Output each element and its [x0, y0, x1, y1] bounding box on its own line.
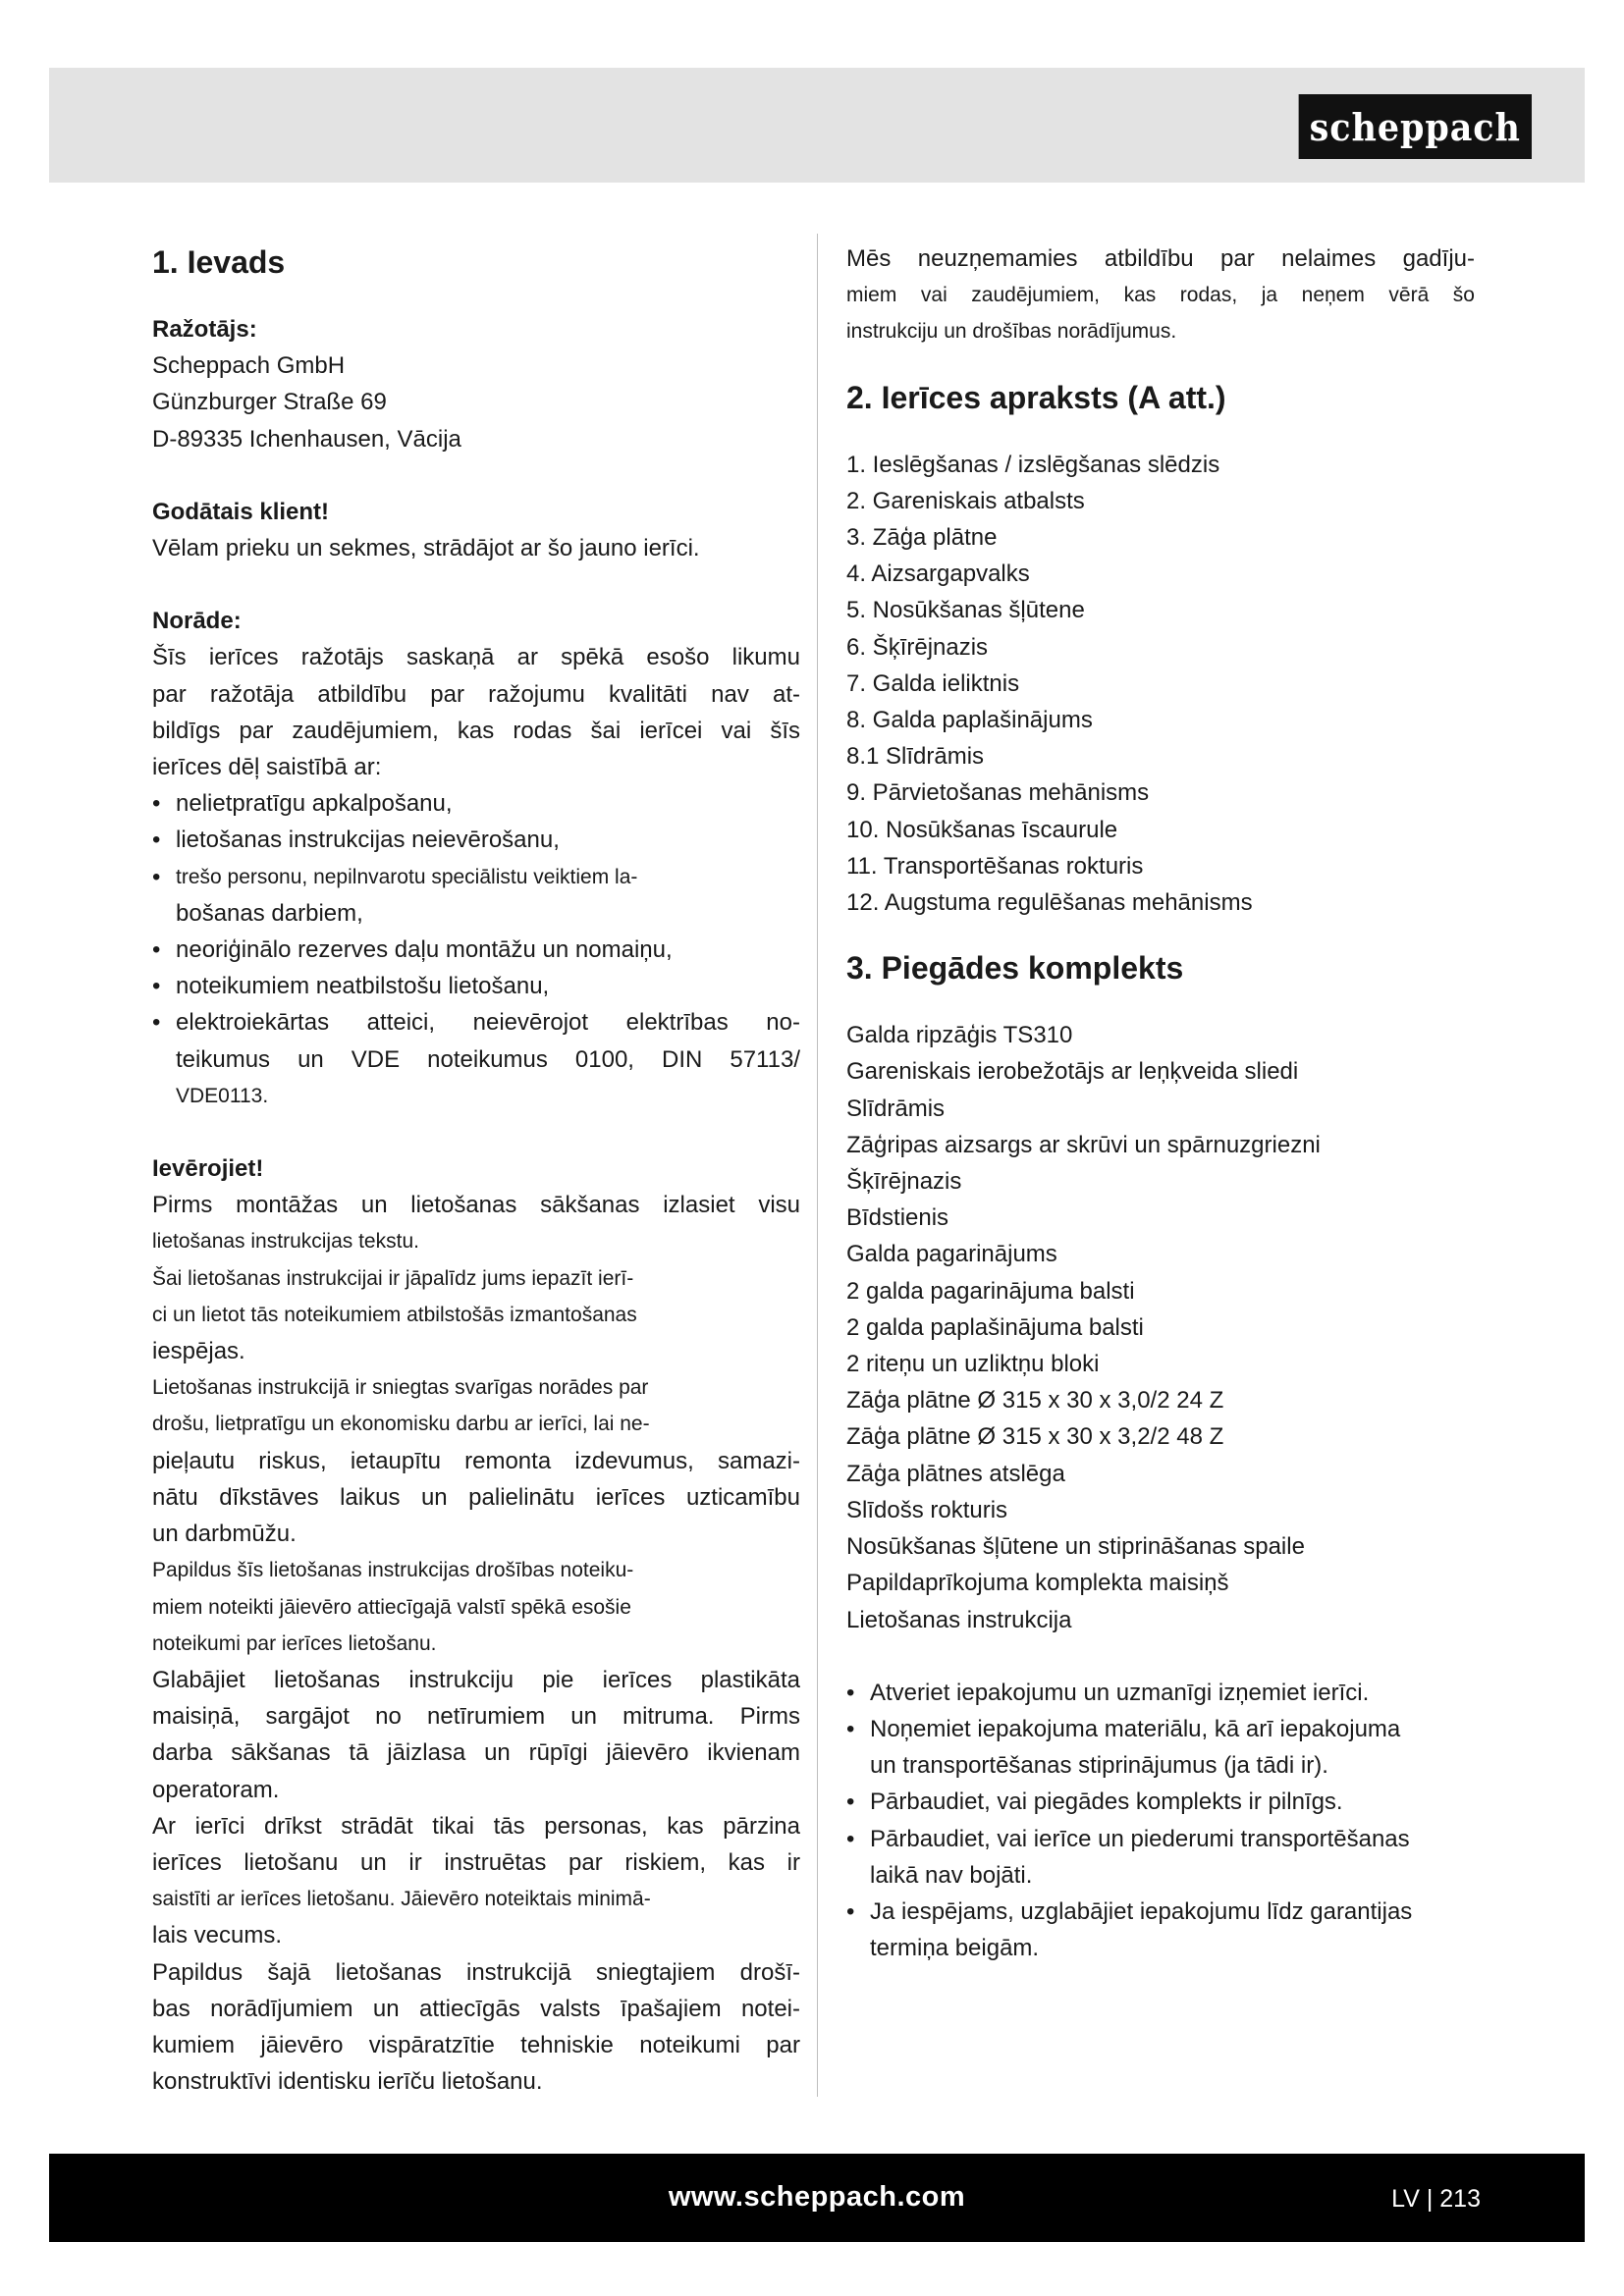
left-column	[152, 240, 800, 2100]
list-item	[152, 822, 800, 858]
observe-line: maisiņā, sargājot no netīrumiem un mitruma. Pirms	[152, 1703, 800, 1731]
list-item: Nosūkšanas šļūtene un stiprināšanas spaile	[846, 1533, 1305, 1561]
note-label: Norāde:	[152, 608, 242, 635]
bullet-icon: •	[152, 827, 161, 854]
list-item	[846, 1675, 1475, 1711]
list-item	[152, 859, 800, 932]
list-item-text: Pārbaudiet, vai piegādes komplekts ir pilnīgs.	[870, 1789, 1343, 1816]
list-item: Slīdrāmis	[846, 1095, 946, 1122]
observe-line: nātu dīkstāves laikus un palielinātu ierīces uzticamību	[152, 1483, 800, 1511]
list-item-text: teikumus un VDE noteikumus 0100, DIN 57113/	[176, 1045, 800, 1073]
list-item: 8.1 Slīdrāmis	[846, 743, 985, 771]
page-footer	[49, 2154, 1585, 2242]
list-item: 12. Augstuma regulēšanas mehānisms	[846, 889, 1253, 917]
list-item-text: elektroiekārtas atteici, neievērojot elektrības no-	[176, 1009, 800, 1037]
list-item: Gareniskais ierobežotājs ar leņķveida sliedi	[846, 1058, 1299, 1086]
list-item: Šķīrējnazis	[846, 1168, 962, 1196]
list-item: 4. Aizsargapvalks	[846, 561, 1030, 588]
list-item-text: Atveriet iepakojumu un uzmanīgi izņemiet ierīci.	[870, 1679, 1370, 1706]
list-item: Zāģripas aizsargs ar skrūvi un spārnuzgriezni	[846, 1131, 1321, 1158]
note-line: ierīces dēļ saistībā ar:	[152, 754, 382, 781]
bullet-icon: •	[846, 1825, 855, 1852]
observe-line: drošu, lietpratīgu un ekonomisku darbu ar ierīci, lai ne-	[152, 1413, 650, 1436]
list-item: Bīdstienis	[846, 1204, 949, 1232]
observe-label: Ievērojiet!	[152, 1155, 264, 1183]
list-item: 2. Gareniskais atbalsts	[846, 487, 1085, 514]
list-item: Slīdošs rokturis	[846, 1496, 1008, 1523]
list-item-text: lietošanas instrukcijas neievērošanu,	[176, 827, 560, 854]
bullet-icon: •	[152, 936, 161, 964]
list-item: Zāģa plātne Ø 315 x 30 x 3,0/2 24 Z	[846, 1387, 1224, 1415]
observe-line: lietošanas instrukcijas tekstu.	[152, 1230, 419, 1254]
manufacturer-line: D-89335 Ichenhausen, Vācija	[152, 425, 461, 453]
observe-line: Ar ierīci drīkst strādāt tikai tās personas, kas pārzina	[152, 1812, 800, 1840]
observe-line: iespējas.	[152, 1338, 245, 1365]
greeting-label: Godātais klient!	[152, 498, 330, 525]
observe-line: Papildus šīs lietošanas instrukcijas drošības noteiku-	[152, 1559, 634, 1582]
column-divider	[817, 234, 818, 2097]
website-link[interactable]: www.scheppach.com	[668, 2181, 966, 2213]
list-item-text: bošanas darbiem,	[176, 899, 363, 927]
list-item	[152, 968, 800, 1004]
list-item	[846, 1711, 1475, 1784]
list-item: Lietošanas instrukcija	[846, 1606, 1072, 1633]
bullet-icon: •	[846, 1679, 855, 1706]
list-item	[152, 785, 800, 822]
section-heading-description: 2. Ierīces apraksts (A att.)	[846, 379, 1226, 415]
manufacturer-label: Ražotājs:	[152, 316, 257, 343]
section-heading-delivery: 3. Piegādes komplekts	[846, 950, 1184, 987]
intro-line: Mēs neuzņemamies atbildību par nelaimes gadīju-	[846, 245, 1475, 272]
list-item-text: neoriģinālo rezerves daļu montāžu un nomaiņu,	[176, 936, 673, 964]
brand-logo: scheppach	[1299, 94, 1532, 159]
list-item-text: noteikumiem neatbilstošu lietošanu,	[176, 973, 550, 1000]
page-number: LV | 213	[1391, 2185, 1481, 2213]
list-item: 5. Nosūkšanas šļūtene	[846, 597, 1085, 624]
list-item-text: VDE0113.	[176, 1084, 269, 1107]
observe-line: saistīti ar ierīces lietošanu. Jāievēro noteiktais minimā-	[152, 1888, 651, 1911]
list-item	[846, 1784, 1475, 1820]
bullet-icon: •	[152, 863, 161, 890]
bullet-icon: •	[846, 1897, 855, 1925]
list-item	[152, 932, 800, 968]
list-item: 9. Pārvietošanas mehānisms	[846, 779, 1150, 807]
bullet-icon: •	[152, 973, 161, 1000]
list-item-text: laikā nav bojāti.	[870, 1861, 1033, 1889]
list-item: Zāģa plātne Ø 315 x 30 x 3,2/2 48 Z	[846, 1423, 1224, 1451]
delivery-list	[846, 1017, 1475, 1637]
list-item	[152, 1004, 800, 1114]
section-heading-introduction: 1. Ievads	[152, 244, 286, 280]
list-item-text: trešo personu, nepilnvarotu speciālistu veiktiem la-	[176, 865, 638, 888]
liability-list	[152, 785, 800, 1114]
observe-line: Lietošanas instrukcijā ir sniegtas svarīgas norādes par	[152, 1376, 649, 1400]
note-line: Šīs ierīces ražotājs saskaņā ar spēkā esošo likumu	[152, 644, 800, 671]
page-header	[49, 68, 1585, 183]
bullet-icon: •	[152, 790, 161, 818]
note-line: par ražotāja atbildību par ražojumu kvalitāti nav at-	[152, 680, 800, 708]
list-item: 6. Šķīrējnazis	[846, 633, 989, 661]
right-column	[846, 240, 1475, 1966]
list-item: Papildaprīkojuma komplekta maisiņš	[846, 1570, 1229, 1597]
manufacturer-line: Günzburger Straße 69	[152, 389, 387, 416]
observe-line: un darbmūžu.	[152, 1521, 297, 1548]
observe-line: lais vecums.	[152, 1922, 283, 1949]
observe-line: pieļautu riskus, ietaupītu remonta izdevumus, samazi-	[152, 1447, 800, 1474]
manufacturer-line: Scheppach GmbH	[152, 352, 346, 380]
intro-line: instrukciju un drošības norādījumus.	[846, 320, 1177, 344]
list-item: Zāģa plātnes atslēga	[846, 1460, 1065, 1487]
observe-line: bas norādījumiem un attiecīgās valsts īpašajiem notei-	[152, 1995, 800, 2022]
bullet-icon: •	[152, 1009, 161, 1037]
observe-line: Glabājiet lietošanas instrukciju pie ierīces plastikāta	[152, 1666, 800, 1693]
list-item: 3. Zāģa plātne	[846, 524, 998, 552]
unpacking-list	[846, 1675, 1475, 1967]
list-item: 2 galda pagarinājuma balsti	[846, 1277, 1135, 1305]
list-item: Galda ripzāģis TS310	[846, 1022, 1073, 1049]
list-item-text: Noņemiet iepakojuma materiālu, kā arī iepakojuma	[870, 1715, 1401, 1742]
observe-line: konstruktīvi identisku ierīču lietošanu.	[152, 2068, 543, 2096]
bullet-icon: •	[846, 1715, 855, 1742]
list-item: 8. Galda paplašinājums	[846, 707, 1093, 734]
observe-line: ierīces lietošanu un ir instruētas par riskiem, kas ir	[152, 1848, 800, 1876]
list-item: Galda pagarinājums	[846, 1241, 1057, 1268]
parts-list	[846, 447, 1475, 922]
observe-line: kumiem jāievēro vispāratzītie tehniskie noteikumi par	[152, 2031, 800, 2058]
observe-line: ci un lietot tās noteikumiem atbilstošās izmantošanas	[152, 1303, 637, 1326]
note-line: bildīgs par zaudējumiem, kas rodas šai ierīcei vai šīs	[152, 717, 800, 744]
list-item-text: termiņa beigām.	[870, 1935, 1040, 1962]
list-item: 11. Transportēšanas rokturis	[846, 852, 1144, 880]
list-item: 1. Ieslēgšanas / izslēgšanas slēdzis	[846, 451, 1220, 478]
observe-line: darba sākšanas tā jāizlasa un rūpīgi jāievēro ikvienam	[152, 1739, 800, 1767]
list-item: 7. Galda ieliktnis	[846, 669, 1020, 697]
list-item: 2 galda paplašinājuma balsti	[846, 1313, 1144, 1341]
list-item-text: nelietpratīgu apkalpošanu,	[176, 790, 453, 818]
observe-line: Papildus šajā lietošanas instrukcijā sniegtajiem drošī-	[152, 1958, 800, 1986]
observe-line: Šai lietošanas instrukcijai ir jāpalīdz jums iepazīt ierī-	[152, 1266, 634, 1290]
greeting-text: Vēlam prieku un sekmes, strādājot ar šo jauno ierīci.	[152, 535, 700, 562]
intro-line: miem vai zaudējumiem, kas rodas, ja neņem vērā šo	[846, 284, 1475, 307]
list-item	[846, 1894, 1475, 1966]
list-item	[846, 1821, 1475, 1894]
observe-line: operatoram.	[152, 1776, 280, 1803]
observe-line: miem noteikti jāievēro attiecīgajā valstī spēkā esošie	[152, 1595, 631, 1619]
observe-line: noteikumi par ierīces lietošanu.	[152, 1631, 437, 1655]
list-item-text: Ja iespējams, uzglabājiet iepakojumu līdz garantijas	[870, 1897, 1413, 1925]
bullet-icon: •	[846, 1789, 855, 1816]
list-item-text: un transportēšanas stiprinājumus (ja tādi ir).	[870, 1752, 1328, 1780]
list-item: 2 riteņu un uzliktņu bloki	[846, 1351, 1100, 1378]
observe-line: Pirms montāžas un lietošanas sākšanas izlasiet visu	[152, 1192, 800, 1219]
list-item: 10. Nosūkšanas īscaurule	[846, 816, 1118, 843]
list-item-text: Pārbaudiet, vai ierīce un piederumi transportēšanas	[870, 1825, 1410, 1852]
